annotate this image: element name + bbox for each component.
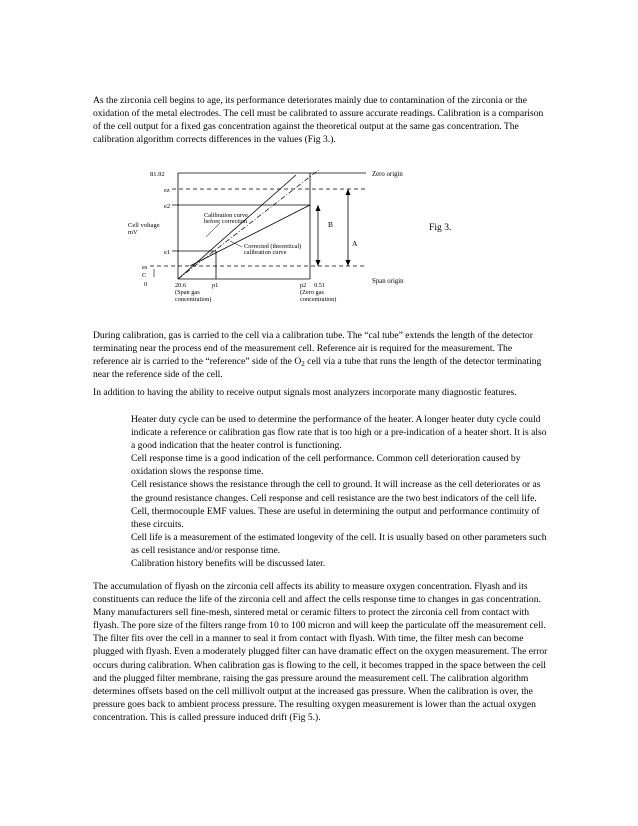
- label-b: B: [328, 220, 334, 229]
- list-item: Cell response time is a good indication of the cell performance. Common cell deterioration caused by oxidation slows the response time.: [131, 453, 521, 478]
- label-cal-before-2: before correction: [204, 218, 248, 225]
- list-item: Calibration history benefits will be discussed later.: [131, 558, 326, 570]
- paragraph-calibration-intro: As the zirconia cell begins to age, its performance deteriorates mainly due to contamination of the zirconia or the oxidation of the metal electrodes. The cell must be calibrated to assure accurate readings. Calibration is a comparison of the cell output for a fixed gas concentration against the theoretical output at the same gas concentration. The calibration algorithm corrects differences in the values (Fig 3.).: [93, 95, 544, 146]
- label-zero: 0: [144, 281, 148, 288]
- list-item: Cell life is a measurement of the estimated longevity of the cell. It is usually based on other parameters such as cell resistance and/or response time.: [131, 531, 547, 556]
- label-x-p2: p2: [300, 282, 307, 289]
- paragraph-calibration-tube: During calibration, gas is carried to the cell via a calibration tube. The “cal tube” extends the length of the detector terminating near the process end of the measurement cell. Reference air is required for the measurement. The reference air is carried to the “reference” side of the $O_2$ cell via a tube that runs the length of the detector terminating near the reference side of the cell.: [93, 330, 542, 381]
- paragraph-flyash: The accumulation of flyash on the zirconia cell affects its ability to measure oxygen concentration. Flyash and its constituents can reduce the life of the zirconia cell and affect the cells response time to changes in gas concentration. Many manufacturers sell fine-mesh, sintered metal or ceramic filters to protect the zirconia cell from contact with flyash. The pore size of the filters range from 10 to 100 micron and will keep the particulate off the measurement cell. The filter fits over the cell in a manner to seal it from contact with flyash. With time, the filter mesh can become plugged with flyash. Even a moderately plugged filter can have dramatic effect on the oxygen measurement. The error occurs during calibration. When calibration gas is flowing to the cell, it becomes trapped in the space between the cell and the plugged filter membrane, raising the gas pressure around the measurement cell. The calibration algorithm determines offsets based on the cell millivolt output at the increased gas pressure. When the calibration is over, the pressure goes back to ambient process pressure. The resulting oxygen measurement is lower than the actual oxygen concentration. This is called pressure induced drift (Fig 5.).: [93, 581, 548, 723]
- label-cal-before-1: Calibration curve: [204, 212, 248, 219]
- label-span-origin: Span origin: [372, 278, 404, 285]
- label-y-title: Cell voltage: [128, 222, 160, 229]
- label-a: A: [352, 239, 358, 248]
- label-y-top: 81.92: [150, 171, 165, 178]
- label-zero-gas-2: concentration): [300, 296, 337, 303]
- label-zero-gas-1: (Zero gas: [300, 289, 324, 296]
- label-x-051: 0.51: [314, 282, 326, 289]
- list-item: Heater duty cycle can be used to determine the performance of the heater. A longer heater duty cycle could indicate a reference or calibration gas flow rate that is too high or a pre-indication of a heater short. It is also a good indication that the heater control is functioning.: [131, 414, 547, 452]
- label-x-206: 20.6: [175, 282, 187, 289]
- paragraph-diagnostics-intro: In addition to having the ability to receive output signals most analyzers incorporate many diagnostic features.: [93, 387, 517, 398]
- label-zero-origin: Zero origin: [372, 171, 403, 178]
- list-item: Cell, thermocouple EMF values. These are useful in determining the output and performance continuity of these circuits.: [131, 505, 540, 530]
- label-span-gas-2: concentration): [175, 296, 212, 303]
- corrected-curve: [178, 169, 320, 279]
- label-e1: e1: [164, 249, 171, 256]
- label-corrected-2: calibration curve: [244, 249, 287, 256]
- calibration-diagram: [120, 165, 420, 310]
- label-e2: e2: [164, 203, 171, 210]
- label-es: es: [142, 264, 148, 271]
- label-c: C: [142, 272, 147, 279]
- diagnostics-list: [131, 413, 551, 570]
- figure-caption: Fig 3.: [429, 222, 452, 233]
- label-x-p1: p1: [212, 282, 219, 289]
- list-item: Cell resistance shows the resistance through the cell to ground. It will increase as the cell deteriorates or as the ground resistance changes. Cell response and cell resistance are the two best indicators of the cell life.: [131, 479, 541, 504]
- label-corrected-1: Corrected (theoretical): [244, 243, 302, 250]
- label-y-unit: mV: [128, 229, 138, 236]
- label-span-gas-1: (Span gas: [175, 289, 200, 296]
- label-ez: ez: [164, 187, 170, 194]
